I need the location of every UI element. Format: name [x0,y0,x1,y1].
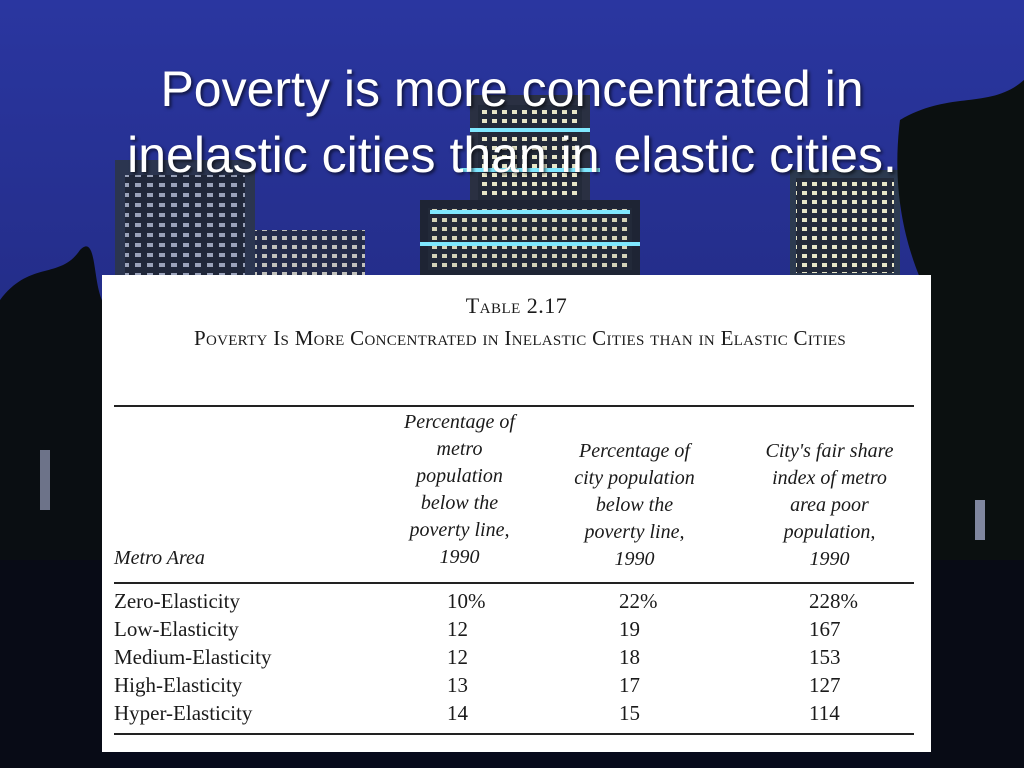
cell-pct-city: 19 [619,617,640,641]
table-row [102,699,931,727]
header-line: poverty line, [584,521,685,543]
header-line: population [416,465,503,487]
slide-title [0,56,1024,188]
header-fair-share-index [742,438,917,573]
header-line: area poor [790,494,869,516]
table-row [102,671,931,699]
cell-metro-area: Medium-Elasticity [114,645,272,669]
header-line: 1990 [809,548,850,570]
slide-title-line-2: inelastic cities than in elastic cities. [127,127,897,183]
cell-pct-metro: 12 [447,645,468,669]
cell-metro-area: Low-Elasticity [114,617,239,641]
cell-metro-area: High-Elasticity [114,673,243,697]
header-line: 1990 [614,548,655,570]
table-caption: Poverty Is More Concentrated in Inelastic Cities than in Elastic Cities [193,326,847,350]
table-image-panel [102,275,931,752]
cell-fair-share: 127 [809,673,841,697]
cell-pct-metro: 13 [447,673,468,697]
header-pct-city-population [552,438,717,573]
header-line: Percentage of [404,411,515,433]
header-line: below the [420,492,499,514]
cell-fair-share: 167 [809,617,841,641]
table-number: Table 2.17 [465,293,568,318]
cell-pct-city: 15 [619,701,640,725]
header-metro-area: Metro Area [114,547,205,569]
cell-fair-share: 153 [809,645,841,669]
header-line: poverty line, [409,519,510,541]
header-line: population, [783,521,876,543]
cell-metro-area: Hyper-Elasticity [114,701,253,725]
cell-pct-metro: 12 [447,617,468,641]
cell-fair-share: 114 [809,701,840,725]
slide-title-line-1: Poverty is more concentrated in [160,61,864,117]
table-row [102,615,931,643]
cell-pct-metro: 10% [447,589,486,613]
header-line: index of metro [772,467,887,489]
table-top-rule [114,405,914,407]
cell-fair-share: 228% [809,589,858,613]
header-line: metro [436,438,483,460]
table-header-rule [114,582,914,584]
header-line: 1990 [439,546,480,568]
table-row [102,587,931,615]
header-line: Percentage of [579,440,690,462]
cell-pct-city: 17 [619,673,640,697]
header-pct-metro-population [387,409,532,571]
cell-pct-city: 18 [619,645,640,669]
cell-pct-metro: 14 [447,701,468,725]
table-row [102,643,931,671]
table-bottom-rule [114,733,914,735]
header-line: City's fair share [765,440,894,462]
header-line: city population [574,467,695,489]
cell-metro-area: Zero-Elasticity [114,589,240,613]
cell-pct-city: 22% [619,589,658,613]
header-line: below the [595,494,674,516]
